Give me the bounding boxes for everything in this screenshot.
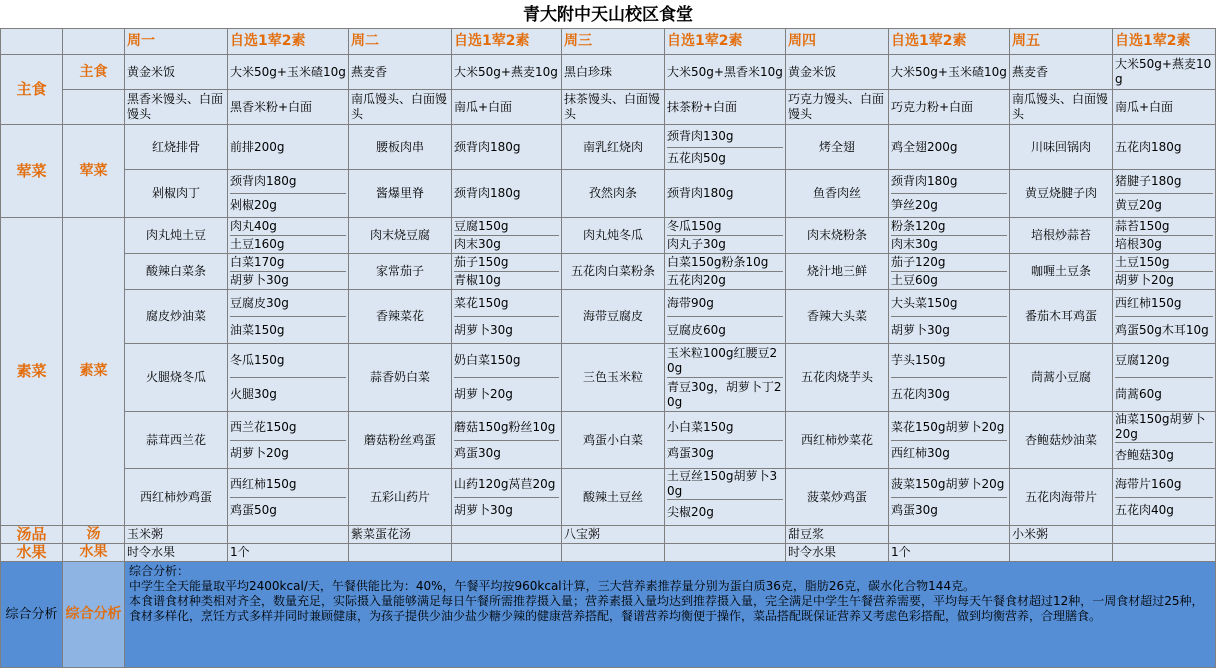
selection-cell — [452, 344, 562, 412]
ingredient-line: 海带90g — [667, 290, 783, 317]
table-row — [1, 544, 1216, 562]
option-header: 自选1荤2素 — [1113, 29, 1216, 55]
ingredient-line: 杏鲍菇30g — [1115, 448, 1174, 462]
dish-cell: 黄金米饭 — [786, 55, 889, 90]
ingredient-line: 土豆60g — [891, 273, 938, 287]
dish-cell: 香辣菜花 — [349, 290, 452, 344]
dish-cell: 蘑菇粉丝鸡蛋 — [349, 412, 452, 469]
selection-cell: 大米50g+燕麦10g — [1113, 55, 1216, 90]
ingredient-line: 胡萝卜30g — [891, 322, 950, 337]
day-header: 周五 — [1010, 29, 1113, 55]
selection-cell — [889, 290, 1010, 344]
selection-cell — [1113, 254, 1216, 290]
dish-cell: 燕麦香 — [1010, 55, 1113, 90]
selection-cell — [1113, 218, 1216, 254]
ingredient-line: 冬瓜150g — [230, 344, 346, 378]
subcategory-main-empty — [63, 90, 125, 125]
dish-cell: 鱼香肉丝 — [786, 170, 889, 218]
dish-cell: 燕麦香 — [349, 55, 452, 90]
dish-cell: 酱爆里脊 — [349, 170, 452, 218]
dish-cell: 鸡蛋小白菜 — [562, 412, 665, 469]
selection-cell: 南瓜+白面 — [452, 90, 562, 125]
selection-cell — [1113, 344, 1216, 412]
ingredient-line: 胡萝卜30g — [454, 502, 513, 517]
selection-cell — [665, 218, 786, 254]
selection-cell — [889, 125, 1010, 170]
day-header: 周一 — [125, 29, 228, 55]
ingredient-line: 蘑菇150g粉丝10g — [454, 415, 559, 441]
ingredient-line: 豆腐皮30g — [230, 290, 346, 317]
dish-cell: 肉丸炖土豆 — [125, 218, 228, 254]
selection-cell — [452, 254, 562, 290]
ingredient-line: 前排200g — [230, 139, 285, 154]
selection-cell — [228, 254, 349, 290]
ingredient-line: 小白菜150g — [667, 415, 783, 441]
dish-cell: 甜豆浆 — [786, 526, 889, 544]
dish-cell: 抹茶馒头、白面馒头 — [562, 90, 665, 125]
table-row — [1, 170, 1216, 218]
table-row — [1, 344, 1216, 412]
selection-cell — [889, 254, 1010, 290]
category-summary: 综合分析 — [1, 562, 63, 668]
selection-cell — [1113, 125, 1216, 170]
ingredient-line: 肉丸子30g — [667, 237, 726, 251]
selection-cell: 南瓜+白面 — [1113, 90, 1216, 125]
selection-cell — [228, 125, 349, 170]
ingredient-line: 胡萝卜20g — [1115, 273, 1174, 287]
ingredient-line: 茼蒿60g — [1115, 387, 1162, 401]
header-corner — [63, 29, 125, 55]
table-row — [1, 526, 1216, 544]
dish-cell: 五花肉海带片 — [1010, 469, 1113, 526]
selection-cell — [452, 218, 562, 254]
table-row — [1, 125, 1216, 170]
day-header: 周二 — [349, 29, 452, 55]
subcategory-soup: 汤 — [63, 526, 125, 544]
dish-cell: 肉末烧豆腐 — [349, 218, 452, 254]
dish-cell: 黄豆烧腱子肉 — [1010, 170, 1113, 218]
dish-cell: 八宝粥 — [562, 526, 665, 544]
selection-cell — [1113, 526, 1216, 544]
selection-cell — [1113, 469, 1216, 526]
ingredient-line: 海带片160g — [1115, 472, 1213, 498]
selection-cell: 大米50g+燕麦10g — [452, 55, 562, 90]
category-fruit: 水果 — [1, 544, 63, 562]
dish-cell: 培根炒蒜苔 — [1010, 218, 1113, 254]
dish-cell: 剁椒肉丁 — [125, 170, 228, 218]
ingredient-line: 培根30g — [1115, 237, 1162, 251]
dish-cell: 西红柿炒菜花 — [786, 412, 889, 469]
selection-cell — [665, 544, 786, 562]
table-row — [1, 218, 1216, 254]
subcategory-meat: 荤菜 — [63, 125, 125, 218]
selection-cell: 大米50g+玉米碴10g — [228, 55, 349, 90]
ingredient-line: 蒜苔150g — [1115, 218, 1213, 236]
selection-cell — [889, 344, 1010, 412]
selection-cell — [228, 290, 349, 344]
dish-cell: 时令水果 — [125, 544, 228, 562]
table-row — [1, 290, 1216, 344]
dish-cell: 南瓜馒头、白面馒头 — [349, 90, 452, 125]
ingredient-line: 土豆丝150g胡萝卜30g — [667, 469, 783, 500]
dish-cell: 玉米粥 — [125, 526, 228, 544]
ingredient-line: 豆腐120g — [1115, 344, 1213, 378]
ingredient-line: 白菜170g — [230, 254, 346, 272]
dish-cell: 红烧排骨 — [125, 125, 228, 170]
header-corner — [1, 29, 63, 55]
dish-cell: 西红柿炒鸡蛋 — [125, 469, 228, 526]
dish-cell: 肉末烧粉条 — [786, 218, 889, 254]
selection-cell — [665, 290, 786, 344]
dish-cell: 海带豆腐皮 — [562, 290, 665, 344]
ingredient-line: 颈背肉180g — [454, 186, 521, 200]
selection-cell: 1个 — [228, 544, 349, 562]
ingredient-line: 土豆150g — [1115, 254, 1213, 272]
selection-cell — [889, 170, 1010, 218]
ingredient-line: 五花肉30g — [891, 387, 950, 401]
selection-cell — [452, 412, 562, 469]
option-header: 自选1荤2素 — [665, 29, 786, 55]
ingredient-line: 肉丸40g — [230, 218, 346, 236]
dish-cell: 菠菜炒鸡蛋 — [786, 469, 889, 526]
selection-cell — [889, 469, 1010, 526]
selection-cell — [452, 125, 562, 170]
selection-cell — [665, 412, 786, 469]
selection-cell — [228, 526, 349, 544]
ingredient-line: 剁椒20g — [230, 198, 277, 212]
selection-cell: 大米50g+黑香米10g — [665, 55, 786, 90]
ingredient-line: 颈背肉180g — [230, 170, 346, 194]
ingredient-line: 茄子150g — [454, 254, 559, 272]
dish-cell: 五花肉白菜粉条 — [562, 254, 665, 290]
dish-cell: 紫菜蛋花汤 — [349, 526, 452, 544]
page-title: 青大附中天山校区食堂 — [523, 5, 693, 25]
dish-cell: 家常茄子 — [349, 254, 452, 290]
table-row — [1, 29, 1216, 55]
ingredient-line: 猪腱子180g — [1115, 170, 1213, 194]
dish-cell: 番茄木耳鸡蛋 — [1010, 290, 1113, 344]
dish-cell: 孜然肉条 — [562, 170, 665, 218]
summary-line2: 中学生全天能量取平均2400kcal/天，午餐供能比为：40%，午餐平均按960kcal计算，三大营养素推荐量分别为蛋白质36克，脂肪26克，碳水化合物144克。 — [129, 579, 976, 593]
option-header: 自选1荤2素 — [228, 29, 349, 55]
dish-cell — [562, 544, 665, 562]
ingredient-line: 胡萝卜30g — [230, 273, 289, 287]
ingredient-line: 鸡蛋30g — [891, 502, 938, 517]
selection-cell — [228, 469, 349, 526]
ingredient-line: 芋头150g — [891, 344, 1007, 378]
dish-cell: 腰板肉串 — [349, 125, 452, 170]
ingredient-line: 胡萝卜30g — [454, 322, 513, 337]
table-row — [1, 562, 1216, 668]
dish-cell: 香辣大头菜 — [786, 290, 889, 344]
selection-cell — [1113, 412, 1216, 469]
ingredient-line: 豆腐皮60g — [667, 322, 726, 337]
ingredient-line: 黄豆20g — [1115, 198, 1162, 212]
ingredient-line: 菜花150g — [454, 290, 559, 317]
ingredient-line: 白菜150g粉条10g — [667, 254, 783, 272]
ingredient-line: 冬瓜150g — [667, 218, 783, 236]
selection-cell — [228, 344, 349, 412]
dish-cell: 巧克力馒头、白面馒头 — [786, 90, 889, 125]
ingredient-line: 粉条120g — [891, 218, 1007, 236]
category-main: 主食 — [1, 55, 63, 125]
option-header: 自选1荤2素 — [889, 29, 1010, 55]
selection-cell — [1113, 544, 1216, 562]
summary-line3: 本食谱食材种类相对齐全，数量充足，实际摄入量能够满足每日午餐所需推荐摄入量；营养素摄入量均达到推荐摄入量，完全满足中学生午餐营养需要，平均每天午餐食材超过12种，一周食材超过25种，食材多样化，烹饪方式多样并同时兼顾健康，为孩子提供少油少盐少糖少辣的健康营养搭配，餐谱营养均衡便于操作，菜品搭配既保证营养又考虑色彩搭配，做到均衡营养，合理膳食。 — [129, 594, 1204, 623]
ingredient-line: 茄子120g — [891, 254, 1007, 272]
table-row — [1, 412, 1216, 469]
dish-cell — [1010, 544, 1113, 562]
subcategory-summary: 综合分析 — [63, 562, 125, 668]
dish-cell: 烤全翅 — [786, 125, 889, 170]
selection-cell — [665, 526, 786, 544]
dish-cell: 五彩山药片 — [349, 469, 452, 526]
dish-cell: 南瓜馒头、白面馒头 — [1010, 90, 1113, 125]
selection-cell — [665, 170, 786, 218]
ingredient-line: 油菜150g — [230, 322, 285, 337]
summary-text — [125, 562, 1216, 668]
ingredient-line: 西兰花150g — [230, 415, 346, 441]
dish-cell: 烧汁地三鲜 — [786, 254, 889, 290]
dish-cell: 黑香米馒头、白面馒头 — [125, 90, 228, 125]
ingredient-line: 青椒10g — [454, 273, 501, 287]
subcategory-main: 主食 — [63, 55, 125, 90]
category-meat: 荤菜 — [1, 125, 63, 218]
dish-cell: 火腿烧冬瓜 — [125, 344, 228, 412]
table-row — [1, 469, 1216, 526]
ingredient-line: 尖椒20g — [667, 505, 714, 519]
ingredient-line: 五花肉180g — [1115, 139, 1182, 154]
ingredient-line: 五花肉40g — [1115, 502, 1174, 517]
selection-cell — [889, 218, 1010, 254]
ingredient-line: 五花肉50g — [667, 150, 726, 165]
ingredient-line: 山药120g莴苣20g — [454, 472, 559, 498]
selection-cell — [228, 218, 349, 254]
selection-cell: 黑香米粉+白面 — [228, 90, 349, 125]
ingredient-line: 肉末30g — [454, 237, 501, 251]
selection-cell — [889, 412, 1010, 469]
selection-cell: 大米50g+玉米碴10g — [889, 55, 1010, 90]
ingredient-line: 胡萝卜20g — [230, 445, 289, 460]
ingredient-line: 大头菜150g — [891, 290, 1007, 317]
category-soup: 汤品 — [1, 526, 63, 544]
ingredient-line: 颈背肉180g — [667, 186, 734, 200]
dish-cell: 时令水果 — [786, 544, 889, 562]
dish-cell: 酸辣土豆丝 — [562, 469, 665, 526]
subcategory-veg: 素菜 — [63, 218, 125, 526]
dish-cell: 黄金米饭 — [125, 55, 228, 90]
table-row — [1, 90, 1216, 125]
selection-cell — [665, 469, 786, 526]
ingredient-line: 颈背肉130g — [667, 126, 783, 148]
ingredient-line: 鸡蛋30g — [667, 445, 714, 460]
menu-table — [0, 28, 1216, 668]
category-veg: 素菜 — [1, 218, 63, 526]
dish-cell: 南乳红烧肉 — [562, 125, 665, 170]
dish-cell: 茼蒿小豆腐 — [1010, 344, 1113, 412]
selection-cell — [1113, 290, 1216, 344]
dish-cell: 肉丸炖冬瓜 — [562, 218, 665, 254]
selection-cell — [889, 526, 1010, 544]
selection-cell — [452, 544, 562, 562]
dish-cell: 小米粥 — [1010, 526, 1113, 544]
ingredient-line: 火腿30g — [230, 387, 277, 401]
selection-cell — [452, 290, 562, 344]
ingredient-line: 鸡全翅200g — [891, 139, 958, 154]
selection-cell: 巧克力粉+白面 — [889, 90, 1010, 125]
day-header: 周三 — [562, 29, 665, 55]
ingredient-line: 鸡蛋50g木耳10g — [1115, 322, 1209, 337]
selection-cell — [228, 170, 349, 218]
ingredient-line: 肉末30g — [891, 237, 938, 251]
dish-cell: 蒜香奶白菜 — [349, 344, 452, 412]
ingredient-line: 青豆30g，胡萝卜丁20g — [667, 379, 782, 409]
ingredient-line: 奶白菜150g — [454, 344, 559, 378]
dish-cell: 黑白珍珠 — [562, 55, 665, 90]
dish-cell — [349, 544, 452, 562]
ingredient-line: 五花肉20g — [667, 273, 726, 287]
selection-cell — [452, 469, 562, 526]
ingredient-line: 颈背肉180g — [454, 139, 521, 154]
ingredient-line: 西红柿30g — [891, 445, 950, 460]
selection-cell — [452, 526, 562, 544]
selection-cell: 1个 — [889, 544, 1010, 562]
selection-cell: 抹茶粉+白面 — [665, 90, 786, 125]
ingredient-line: 鸡蛋30g — [454, 445, 501, 460]
ingredient-line: 胡萝卜20g — [454, 387, 513, 401]
selection-cell — [665, 254, 786, 290]
option-header: 自选1荤2素 — [452, 29, 562, 55]
ingredient-line: 菠菜150g胡萝卜20g — [891, 472, 1007, 498]
selection-cell — [452, 170, 562, 218]
subcategory-fruit: 水果 — [63, 544, 125, 562]
ingredient-line: 豆腐150g — [454, 218, 559, 236]
dish-cell: 杏鲍菇炒油菜 — [1010, 412, 1113, 469]
dish-cell: 三色玉米粒 — [562, 344, 665, 412]
ingredient-line: 鸡蛋50g — [230, 502, 277, 517]
ingredient-line: 笋丝20g — [891, 198, 938, 212]
ingredient-line: 玉米粒100g红腰豆20g — [667, 344, 783, 378]
ingredient-line: 土豆160g — [230, 237, 285, 251]
summary-line1: 综合分析： — [129, 564, 190, 578]
table-row — [1, 55, 1216, 90]
table-row — [1, 254, 1216, 290]
dish-cell: 腐皮炒油菜 — [125, 290, 228, 344]
ingredient-line: 油菜150g胡萝卜20g — [1115, 412, 1213, 443]
day-header: 周四 — [786, 29, 889, 55]
dish-cell: 咖喱土豆条 — [1010, 254, 1113, 290]
dish-cell: 五花肉烧芋头 — [786, 344, 889, 412]
selection-cell — [665, 125, 786, 170]
ingredient-line: 菜花150g胡萝卜20g — [891, 415, 1007, 441]
dish-cell: 蒜茸西兰花 — [125, 412, 228, 469]
ingredient-line: 西红柿150g — [1115, 290, 1213, 317]
dish-cell: 川味回锅肉 — [1010, 125, 1113, 170]
selection-cell — [1113, 170, 1216, 218]
ingredient-line: 西红柿150g — [230, 472, 346, 498]
selection-cell — [665, 344, 786, 412]
dish-cell: 酸辣白菜条 — [125, 254, 228, 290]
selection-cell — [228, 412, 349, 469]
ingredient-line: 颈背肉180g — [891, 170, 1007, 194]
